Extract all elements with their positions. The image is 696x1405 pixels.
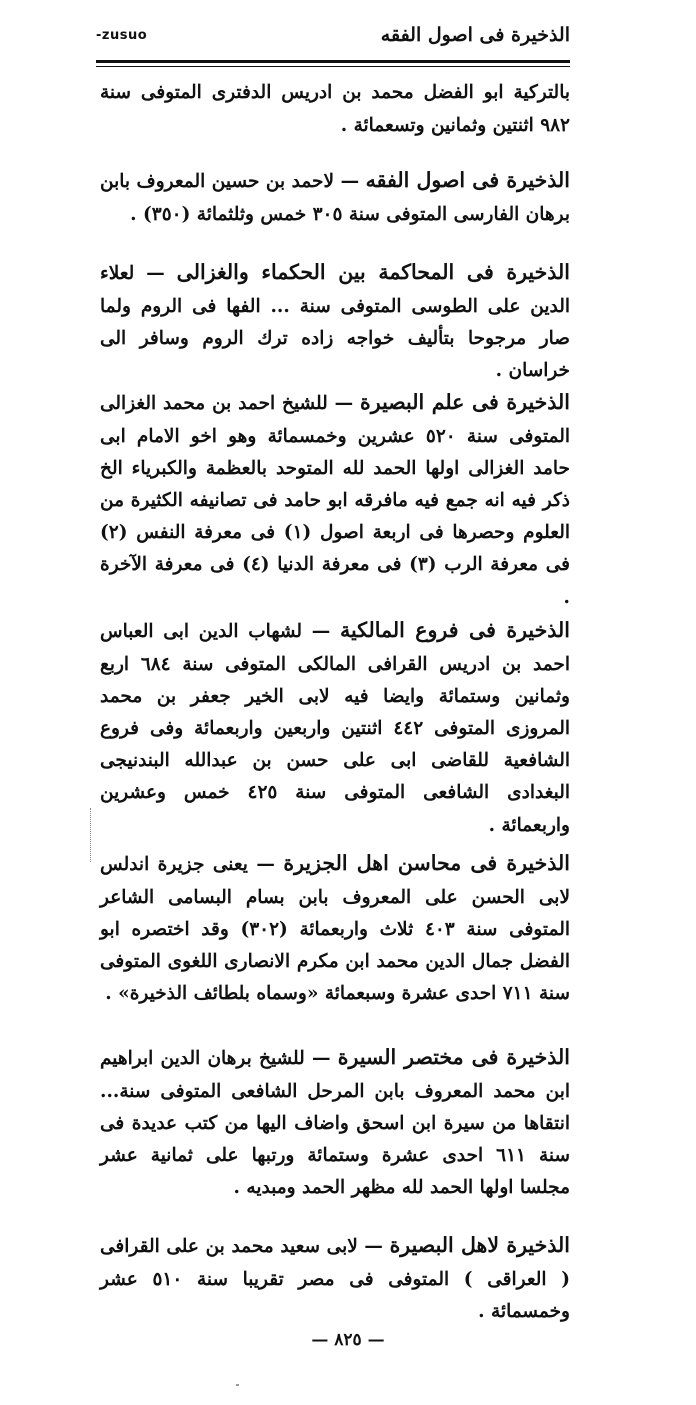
entry-continuation <box>100 74 570 142</box>
scan-speck <box>236 1384 239 1386</box>
header-rule-thin <box>96 66 570 67</box>
entry-text: — يعنى جزيرة اندلس لابى الحسن على المعروف بابن بسام البسامى الشاعر المتوفى سنة ٤٠٣ ثلاث واربعمائة (٣٠٢) وقد اختصره ابو الفضل جمال الدين محمد ابن مكرم الانصارى اللغوى المتوفى سنة ٧١١ احدى عشرة وسبعمائة «وسماه بلطائف الذخيرة» . <box>100 854 570 1005</box>
header-rule-thick <box>96 60 570 63</box>
entry-text: — لعلاء الدين على الطوسى المتوفى سنة ... الفها فى الروم ولما صار مرجوحا بتأليف خواجه زاده ترك الروم وسافر الى خراسان . <box>100 263 570 382</box>
entry-title: الذخيرة فى مختصر السيرة <box>337 1045 570 1069</box>
entry-title: الذخيرة فى اصول الفقه <box>365 168 571 192</box>
entry-title: الذخيرة فى فروع المالكية <box>340 618 570 642</box>
entry <box>100 613 570 842</box>
entry-text: — للشيخ برهان الدين ابراهيم ابن محمد المعروف بابن المرحل الشافعى المتوفى سنة... انتقاها من سيرة ابن اسحق واضاف اليها من كتب عديدة فى سنة ٦١١ احدى عشرة وستمائة ورتبها على ثمانية عشر مجلسا اولها الحمد لله مظهر الحمد ومبديه . <box>100 1048 570 1199</box>
entry-text: — لاحمد بن حسين المعروف بابن برهان الفارسى المتوفى سنة ٣٠٥ خمس وثلثمائة (٣٥٠) . <box>100 171 570 225</box>
entry <box>100 163 570 231</box>
entry-title: الذخيرة فى علم البصيرة <box>360 390 571 414</box>
entry-text: بالتركية ابو الفضل محمد بن ادريس الدفترى المتوفى سنة ٩٨٢ اثنتين وثمانين وتسعمائة . <box>100 82 570 136</box>
entry-text: — للشيخ احمد بن محمد الغزالى المتوفى سنة ٥٢٠ عشرين وخمسمائة وهو اخو الامام ابى حامد الغزالى اولها الحمد لله المتوحد بالعظمة والكبرياء الخ ذكر فيه انه جمع فيه مافرقه ابو حامد فى تصانيفه الكثيرة من العلوم وحصرها فى اربعة اصول (١) فى معرفة النفس (٢) فى معرفة الرب (٣) فى معرفة الدنيا (٤) فى معرفة الآخرة . <box>100 393 571 608</box>
entry <box>100 846 570 1010</box>
running-header <box>96 24 570 54</box>
running-header-title: الذخيرة فى اصول الفقه <box>380 24 570 46</box>
entry-title: الذخيرة فى المحاكمة بين الحكماء والغزالى <box>176 260 570 284</box>
entry <box>100 255 570 387</box>
entry-text: — لشهاب الدين ابى العباس احمد بن ادريس القرافى المالكى المتوفى سنة ٦٨٤ اربع وثمانين وستمائة وايضا فيه لابى الخير جعفر بن محمد المروزى المتوفى ٤٤٢ اثنتين واربعين واربعمائة وفى فروع الشافعية للقاضى ابى على حسن بن عبدالله البندنيجى البغدادى الشافعى المتوفى سنة ٤٢٥ خمس وعشرين واربعمائة . <box>100 621 570 836</box>
margin-scan-mark <box>90 808 92 862</box>
entry <box>100 385 570 614</box>
entry-title: الذخيرة لاهل البصيرة <box>389 1233 570 1257</box>
entry-text: — لابى سعيد محمد بن على القرافى ( العراقى ) المتوفى فى مصر تقريبا سنة ٥١٠ عشر وخمسمائة . <box>100 1236 570 1322</box>
page-number: — ٨٢٥ — <box>311 1330 385 1350</box>
entry <box>100 1228 570 1328</box>
column-code: -zusuo <box>96 28 148 43</box>
entry-title: الذخيرة فى محاسن اهل الجزيرة <box>283 851 570 875</box>
entry <box>100 1040 570 1204</box>
